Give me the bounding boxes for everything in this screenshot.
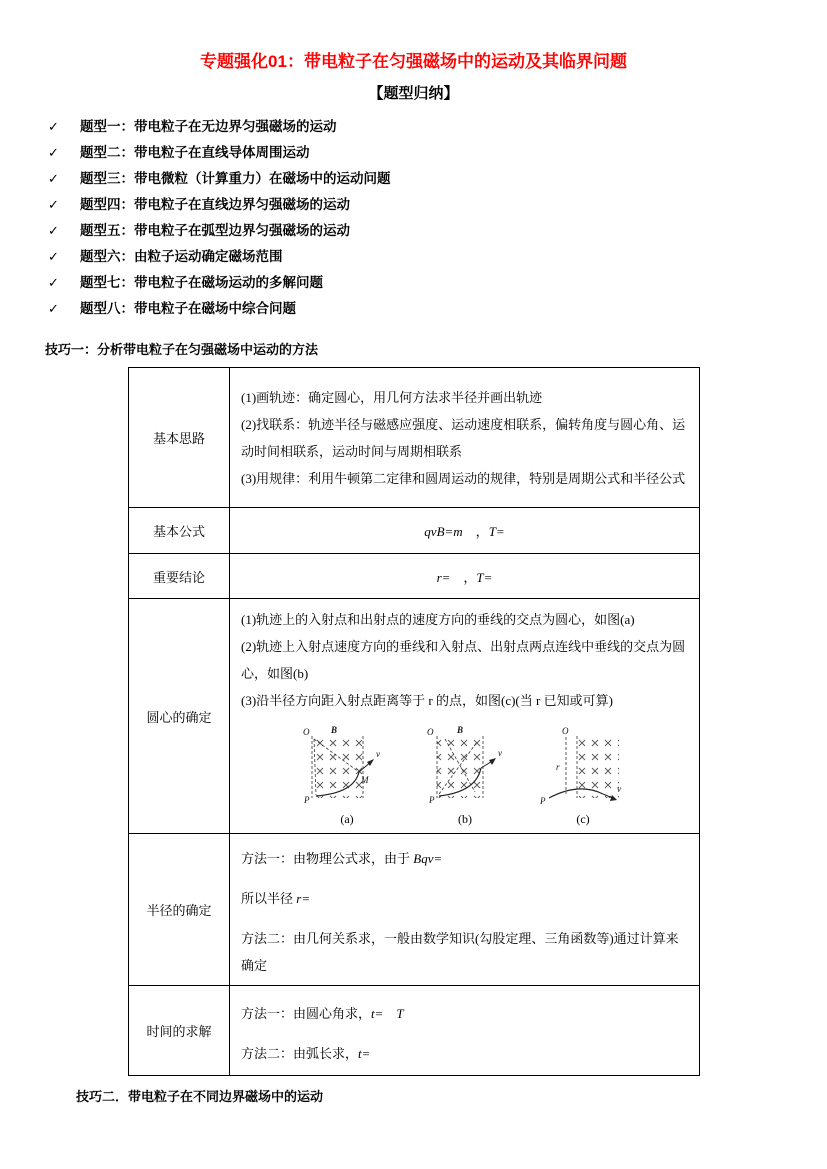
formula-separator: ， <box>450 569 477 585</box>
checklist-item-label: 题型七：带电粒子在磁场运动的多解问题 <box>80 275 323 290</box>
text-line: (1)轨迹上的入射点和出射点的速度方向的垂线的交点为圆心，如图(a) <box>241 612 635 627</box>
point-label-o: O <box>427 727 434 737</box>
table-row <box>129 834 700 986</box>
velocity-label-v: v <box>376 749 380 759</box>
row-content-time-solution <box>230 986 700 1076</box>
checkmark-icon: ✓ <box>48 302 59 317</box>
checklist-item <box>48 245 765 271</box>
checklist-item-label: 题型三：带电微粒（计算重力）在磁场中的运动问题 <box>80 171 391 186</box>
table-row <box>129 368 700 508</box>
checklist-item-label: 题型四：带电粒子在直线边界匀强磁场的运动 <box>80 197 350 212</box>
point-label-p: P <box>429 795 435 805</box>
formula-part: qvB=m <box>424 524 463 539</box>
checklist-item <box>48 115 765 141</box>
row-content-basic-formula <box>230 508 700 554</box>
checkmark-icon: ✓ <box>48 224 59 239</box>
checkmark-icon: ✓ <box>48 276 59 291</box>
row-content-center-determination <box>230 599 700 834</box>
tip-two-heading: 技巧二．带电粒子在不同边界磁场中的运动 <box>76 1089 324 1104</box>
velocity-label-v: v <box>617 784 621 794</box>
text-line <box>241 1000 689 1027</box>
checklist-item-label: 题型六：由粒子运动确定磁场范围 <box>80 249 283 264</box>
checkmark-icon: ✓ <box>48 250 59 265</box>
figure-c-caption: (c) <box>576 812 590 826</box>
checklist-item-label: 题型一：带电粒子在无边界匀强磁场的运动 <box>80 119 337 134</box>
formula-part: Bqv= <box>413 851 443 866</box>
point-label-p: P <box>540 796 546 806</box>
figure-c-diagram <box>537 722 629 806</box>
table-row <box>129 599 700 834</box>
checklist-item <box>48 167 765 193</box>
row-label-key-conclusion: 重要结论 <box>129 554 230 599</box>
text-line: (2)找联系：轨迹半径与磁感应强度、运动速度相联系，偏转角度与圆心角、运动时间相联系，运动时间与周期相联系 <box>241 417 686 459</box>
table-row <box>129 986 700 1076</box>
checklist-item <box>48 193 765 219</box>
section-subtitle: 【题型归纳】 <box>368 86 459 102</box>
checklist-item <box>48 219 765 245</box>
text-line <box>241 845 689 872</box>
row-content-radius-determination <box>230 834 700 986</box>
formula-separator: ， <box>462 524 489 539</box>
radius-label-r: r <box>556 762 560 772</box>
checklist-item <box>48 271 765 297</box>
point-label-p: P <box>304 795 310 805</box>
row-content-basic-approach <box>230 368 700 508</box>
text-line: (2)轨迹上入射点速度方向的垂线和入射点、出射点两点连线中垂线的交点为圆心，如图(b) <box>241 639 686 681</box>
text-segment: 方法二：由几何关系求，一般由数学知识(勾股定理、三角函数等)通过计算来确定 <box>241 931 679 973</box>
formula-part: r= <box>296 891 311 906</box>
checkmark-icon: ✓ <box>48 146 59 161</box>
formula-part: r= <box>436 569 451 585</box>
formula-part: t= <box>358 1046 371 1061</box>
text-line: (1)画轨迹：确定圆心，用几何方法求半径并画出轨迹 <box>241 390 543 405</box>
figure-a <box>301 722 393 827</box>
velocity-label-v: v <box>498 748 502 758</box>
figure-c <box>537 722 629 827</box>
text-segment: 方法一：由圆心角求， <box>241 1006 372 1021</box>
figure-a-caption: (a) <box>340 812 354 826</box>
figure-b-diagram <box>419 722 511 806</box>
page-title: 专题强化01：带电粒子在匀强磁场中的运动及其临界问题 <box>200 52 627 71</box>
table-row <box>129 554 700 599</box>
checklist-item <box>48 141 765 167</box>
text-line: (3)用规律：利用牛顿第二定律和圆周运动的规律，特别是周期公式和半径公式 <box>241 471 686 486</box>
row-label-basic-approach: 基本思路 <box>129 368 230 508</box>
checklist-item-label: 题型五：带电粒子在弧型边界匀强磁场的运动 <box>80 223 350 238</box>
checklist-item-label: 题型八：带电粒子在磁场中综合问题 <box>80 301 296 316</box>
formula-part: t= T <box>371 1006 404 1021</box>
row-label-center-determination: 圆心的确定 <box>129 599 230 834</box>
point-label-m: M <box>361 775 369 785</box>
checkmark-icon: ✓ <box>48 120 59 135</box>
text-line <box>241 925 689 979</box>
row-content-key-conclusion <box>230 554 700 599</box>
figure-b-caption: (b) <box>458 812 472 826</box>
row-label-basic-formula: 基本公式 <box>129 508 230 554</box>
text-line: (3)沿半径方向距入射点距离等于 r 的点，如图(c)(当 r 已知或可算) <box>241 693 613 708</box>
figure-a-diagram <box>301 722 393 806</box>
text-line <box>241 885 689 912</box>
figures-row <box>241 722 689 827</box>
point-label-o: O <box>562 726 569 736</box>
row-label-radius-determination: 半径的确定 <box>129 834 230 986</box>
checkmark-icon: ✓ <box>48 172 59 187</box>
topic-checklist <box>48 115 765 323</box>
tip-one-heading: 技巧一：分析带电粒子在匀强磁场中运动的方法 <box>45 342 319 357</box>
point-label-o: O <box>303 727 310 737</box>
formula-part: T= <box>476 569 493 585</box>
text-line <box>241 1040 689 1067</box>
field-label-b: B <box>457 725 464 735</box>
checklist-item <box>48 297 765 323</box>
checklist-item-label: 题型二：带电粒子在直线导体周围运动 <box>80 145 310 160</box>
text-segment: 方法二：由弧长求， <box>241 1046 359 1061</box>
text-segment: 所以半径 <box>241 891 297 906</box>
table-row <box>129 508 700 554</box>
formula-part: T= <box>488 524 505 539</box>
text-segment: 方法一：由物理公式求，由于 <box>241 851 414 866</box>
field-label-b: B <box>331 725 338 735</box>
method-table <box>128 367 700 1076</box>
figure-b <box>419 722 511 827</box>
row-label-time-solution: 时间的求解 <box>129 986 230 1076</box>
checkmark-icon: ✓ <box>48 198 59 213</box>
